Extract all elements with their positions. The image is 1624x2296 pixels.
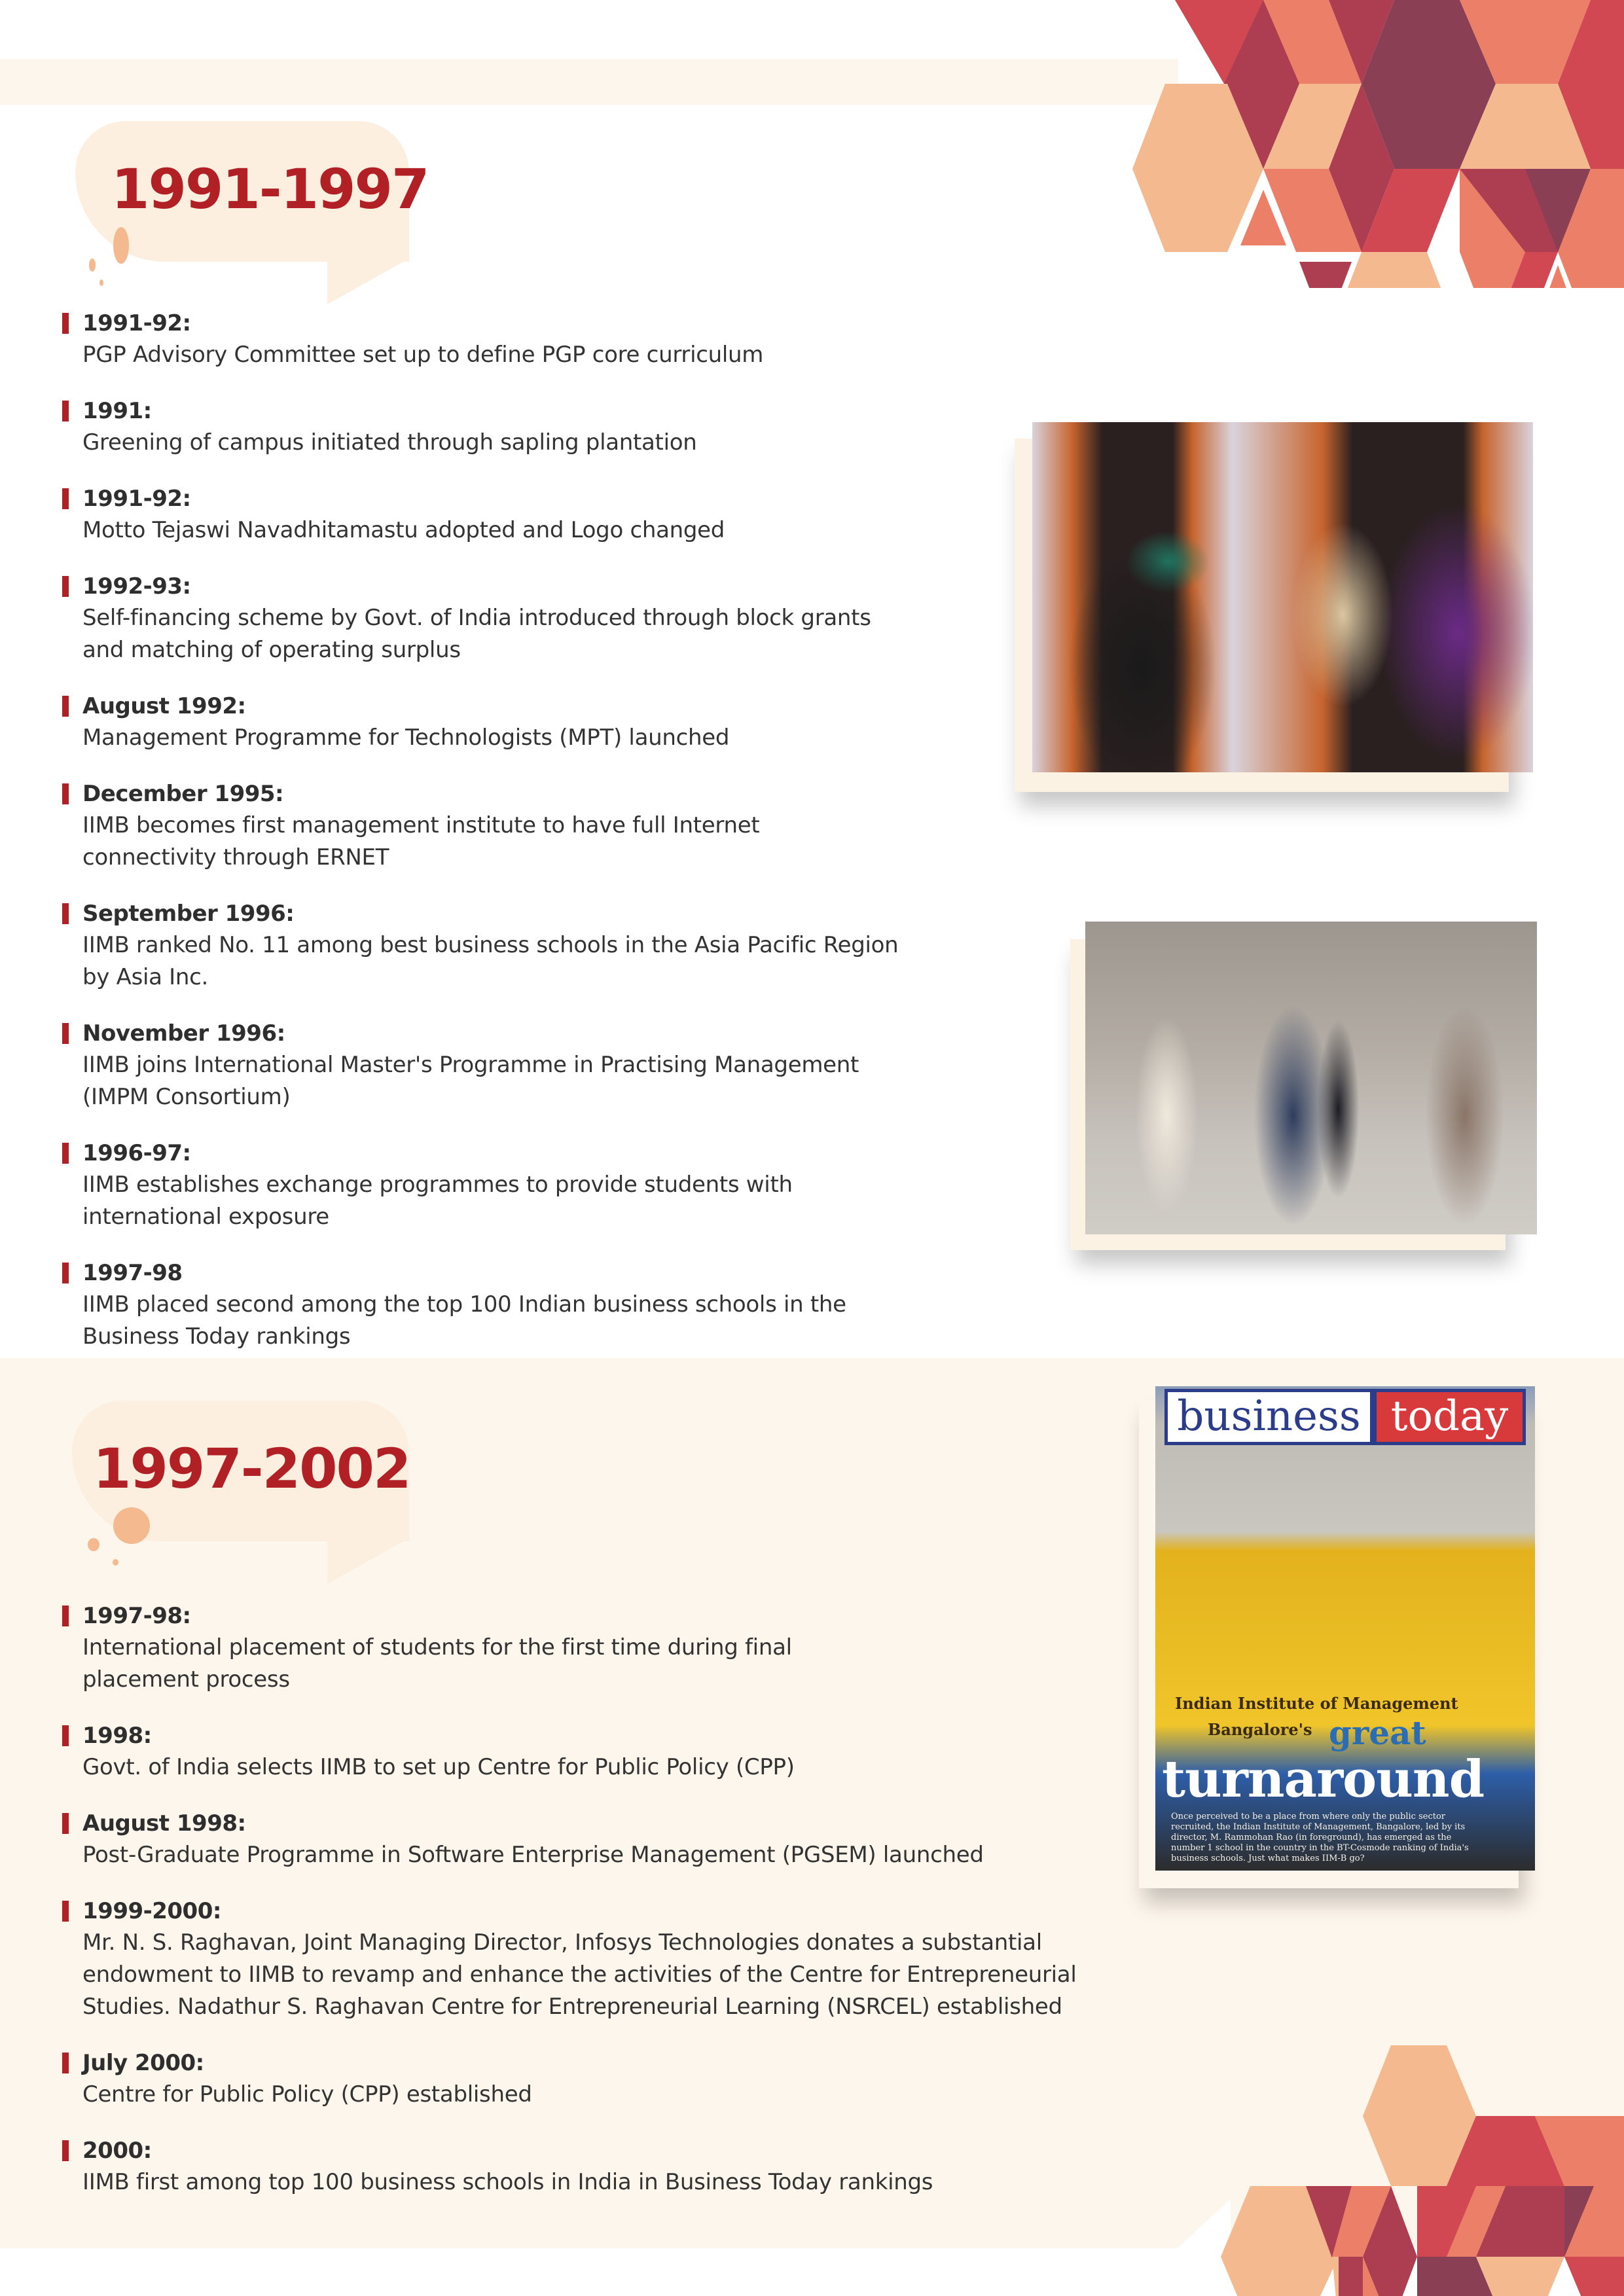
period-title: 1997-2002 [93, 1437, 410, 1501]
hexagon-pattern-decoration-bottom [1191, 2045, 1624, 2296]
cover-line-bangalore: Bangalore's [1208, 1720, 1312, 1739]
timeline-entry [60, 1257, 1009, 1353]
red-marker-bar [62, 1813, 69, 1834]
entry-description: Centre for Public Policy (CPP) established [82, 2081, 532, 2108]
timeline-entry [60, 1895, 1238, 2023]
entry-description: endowment to IIMB to revamp and enhance the activities of the Centre for Entrepreneurial [82, 1962, 1077, 1988]
red-marker-bar [62, 1725, 69, 1746]
red-marker-bar [62, 313, 69, 334]
entry-date: 1999-2000: [82, 1898, 221, 1924]
timeline-entry [60, 2135, 1238, 2198]
timeline-entry [60, 2047, 1238, 2111]
red-marker-bar [62, 401, 69, 422]
entry-description: international exposure [82, 1204, 329, 1230]
timeline-entry [60, 395, 1009, 459]
timeline-entry [60, 898, 1009, 994]
red-marker-bar [62, 783, 69, 804]
red-marker-bar [62, 1143, 69, 1164]
entry-description: Greening of campus initiated through sapling plantation [82, 429, 697, 456]
top-cream-strip [0, 59, 1178, 105]
entry-date: November 1996: [82, 1020, 285, 1047]
entry-description: IIMB placed second among the top 100 Indian business schools in the [82, 1291, 846, 1318]
entry-date: 1996-97: [82, 1140, 191, 1166]
period-title: 1991-1997 [111, 157, 429, 221]
hexagon-pattern-decoration-top [1132, 0, 1624, 288]
decorative-dot-medium [88, 1538, 99, 1551]
red-marker-bar [62, 696, 69, 717]
cover-headline: turnaround [1162, 1749, 1485, 1809]
entry-description: Govt. of India selects IIMB to set up Centre for Public Policy (CPP) [82, 1754, 795, 1780]
masthead-business: business [1164, 1389, 1373, 1445]
red-marker-bar [62, 576, 69, 597]
cover-blurb: Once perceived to be a place from where only the public sector recruited, the Indian Institute of Management, Bangalore, led by its director, M. Rammohan Rao (in foreground), has emerged as the number 1 school in the country in the BT-Cosmode ranking of India's business schools. Just what makes IIM-B go? [1171, 1812, 1469, 1863]
campus-walk-photo [1085, 922, 1537, 1234]
red-marker-bar [62, 1901, 69, 1922]
timeline-entry [60, 1600, 1238, 1696]
entry-date: 1997-98 [82, 1260, 183, 1286]
entry-description: IIMB establishes exchange programmes to provide students with [82, 1172, 793, 1198]
bubble-tail [327, 259, 409, 304]
entry-description: placement process [82, 1666, 290, 1693]
entry-date: 1997-98: [82, 1603, 191, 1629]
entry-date: July 2000: [82, 2050, 204, 2076]
bubble-tail [327, 1538, 409, 1584]
timeline-entry [60, 1018, 1009, 1113]
entry-description: (IMPM Consortium) [82, 1084, 291, 1110]
entry-date: 2000: [82, 2138, 152, 2164]
red-marker-bar [62, 2140, 69, 2161]
timeline-entry [60, 691, 1009, 754]
red-marker-bar [62, 2053, 69, 2073]
decorative-dot-large [113, 227, 129, 264]
red-marker-bar [62, 1263, 69, 1283]
entry-description: IIMB becomes first management institute to have full Internet [82, 812, 760, 838]
entry-description: and matching of operating surplus [82, 637, 461, 663]
masthead-today: today [1373, 1389, 1526, 1445]
entry-date: 1991: [82, 398, 152, 424]
entry-description: Self-financing scheme by Govt. of India introduced through block grants [82, 605, 871, 631]
decorative-dot-small [99, 279, 103, 286]
magazine-masthead [1164, 1389, 1526, 1445]
entry-description: IIMB ranked No. 11 among best business schools in the Asia Pacific Region [82, 932, 899, 958]
entry-description: IIMB first among top 100 business schools in India in Business Today rankings [82, 2169, 933, 2195]
business-today-magazine-cover [1155, 1386, 1535, 1871]
entry-description: by Asia Inc. [82, 964, 209, 990]
entry-date: August 1998: [82, 1810, 246, 1837]
decorative-dot-small [113, 1559, 118, 1566]
cover-line-institute: Indian Institute of Management [1175, 1694, 1458, 1713]
red-marker-bar [62, 903, 69, 924]
cover-highlight-great: great [1329, 1713, 1426, 1752]
timeline-entry [60, 778, 1009, 874]
entry-date: 1998: [82, 1723, 152, 1749]
red-marker-bar [62, 1605, 69, 1626]
entry-description: Management Programme for Technologists (MPT) launched [82, 725, 730, 751]
timeline-entry [60, 483, 1009, 547]
timeline-entry [60, 308, 1009, 371]
entry-description: Studies. Nadathur S. Raghavan Centre for Entrepreneurial Learning (NSRCEL) established [82, 1994, 1062, 2020]
timeline-entry [60, 571, 1009, 666]
red-marker-bar [62, 488, 69, 509]
entry-description: IIMB joins International Master's Programme in Practising Management [82, 1052, 859, 1078]
timeline-entry [60, 1808, 1238, 1871]
entry-description: Mr. N. S. Raghavan, Joint Managing Director, Infosys Technologies donates a substantial [82, 1929, 1042, 1956]
convocation-photo [1032, 422, 1533, 772]
entry-description: International placement of students for the first time during final [82, 1634, 792, 1660]
decorative-dot-medium [89, 259, 96, 272]
entry-date: December 1995: [82, 781, 284, 807]
timeline-list [60, 1600, 1238, 2223]
timeline-entry [60, 1720, 1238, 1784]
entry-date: September 1996: [82, 901, 295, 927]
timeline-entry [60, 1138, 1009, 1233]
entry-description: PGP Advisory Committee set up to define PGP core curriculum [82, 342, 764, 368]
entry-description: Business Today rankings [82, 1323, 351, 1350]
entry-description: Motto Tejaswi Navadhitamastu adopted and Logo changed [82, 517, 725, 543]
entry-date: 1991-92: [82, 486, 191, 512]
entry-date: 1991-92: [82, 310, 191, 336]
timeline-list [60, 308, 1009, 1377]
red-marker-bar [62, 1023, 69, 1044]
decorative-dot-large [113, 1507, 150, 1544]
entry-date: 1992-93: [82, 573, 191, 600]
entry-description: Post-Graduate Programme in Software Enterprise Management (PGSEM) launched [82, 1842, 984, 1868]
entry-date: August 1992: [82, 693, 246, 719]
entry-description: connectivity through ERNET [82, 844, 389, 870]
